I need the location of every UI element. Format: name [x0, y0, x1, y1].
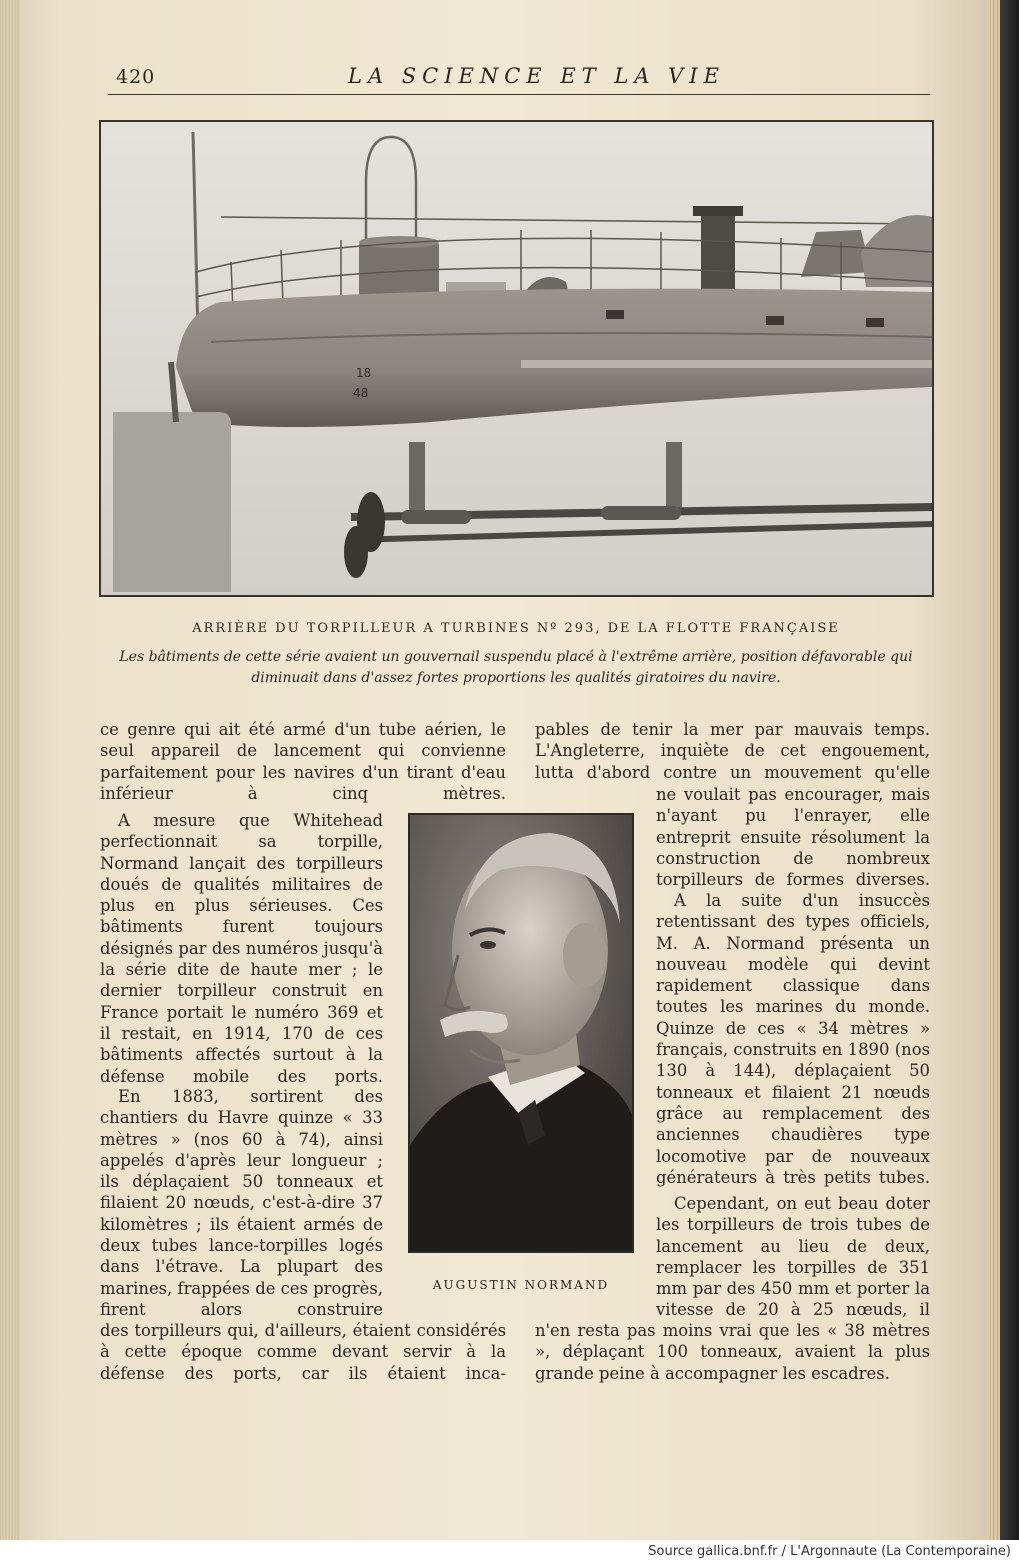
paragraph-left-bottom: des torpilleurs qui, d'ailleurs, étaient considérés à cette époque comme devant servir à la défense des ports, car ils étaient inca-	[100, 1321, 506, 1383]
paragraph-right-bottom: n'en resta pas moins vrai que les « 38 mètres », déplaçant 100 tonneaux, avaient la plus grande peine à accompagner les escadres.	[535, 1321, 930, 1383]
page-stack-edge	[0, 0, 20, 1540]
ship-illustration	[101, 122, 932, 595]
torpedo-boat-stern-photo	[99, 120, 934, 597]
paragraph-right-wide: pables de tenir la mer par mauvais temps. L'Angleterre, inquiète de cet engouement, lutta d'abord contre un mouvement qu'elle	[535, 720, 930, 782]
portrait-caption: AUGUSTIN NORMAND	[432, 1278, 610, 1292]
paragraph-insucces: A la suite d'un insuccès retentissant des types officiels, M. A. Normand présenta un nouveau modèle qui devint rapidement classique dans toutes les marines du monde. Quinze de ces « 34 mètres » français, construits en 1890 (nos 130 à 144), déplaçaient 50 tonneaux et filaient 21 nœuds grâce au remplacement des anciennes chaudières type locomotive par de nouveaux générateurs à très petits tubes.	[656, 891, 930, 1187]
source-credit: Source gallica.bnf.fr / L'Argonnaute (La Contemporaine)	[648, 1544, 1011, 1559]
paragraph-1883: En 1883, sortirent des chantiers du Havre quinze « 33 mètres » (nos 60 à 74), ainsi appelés d'après leur longueur ; ils déplaçaient 50 tonneaux et filaient 20 nœuds, c'est-à-dire 37 kilomètres ; ils étaient armés de deux tubes lance-torpilles logés dans l'étrave. La plupart des marines, frappées de ces progrès, firent alors construire	[100, 1087, 383, 1319]
source-bar	[0, 1540, 1019, 1566]
page-header	[108, 64, 930, 95]
hull-number-48: 48	[353, 386, 369, 400]
paragraph-whitehead: A mesure que Whitehead perfectionnait sa torpille, Normand lançait des torpilleurs doués de qualités militaires de plus en plus sérieuses. Ces bâtiments furent toujours désignés par des numéros jusqu'à la série dite de haute mer ; le dernier torpilleur construit en France portait le numéro 369 et il restait, en 1914, 170 de ces bâtiments affectés surtout à la défense mobile des ports.	[100, 811, 383, 1086]
paragraph-angleterre: ne voulait pas encourager, mais n'ayant pu l'enrayer, elle entreprit ensuite résolument la construction de nombreux torpilleurs de formes diverses.	[656, 785, 930, 890]
paragraph-cependant: Cependant, on eut beau doter les torpilleurs de trois tubes de lancement au lieu de deux, remplacer les torpilles de 351 mm par des 450 mm et porter la vitesse de 20 à 25 nœuds, il	[656, 1194, 930, 1320]
book-binding	[1000, 0, 1019, 1540]
hull-number-18: 18	[356, 366, 372, 380]
figure-caption-title: ARRIÈRE DU TORPILLEUR A TURBINES Nº 293, DE LA FLOTTE FRANÇAISE	[192, 621, 840, 636]
figure-caption-text: Les bâtiments de cette série avaient un gouvernail suspendu placé à l'extrême arrière, position défavorable qui diminuait dans d'assez fortes proportions les qualités giratoires du navire.	[119, 649, 913, 686]
running-title: LA SCIENCE ET LA VIE	[348, 64, 725, 88]
page-number: 420	[116, 66, 156, 88]
portrait-illustration	[410, 815, 632, 1251]
augustin-normand-portrait	[408, 813, 634, 1253]
paragraph-left-wide: ce genre qui ait été armé d'un tube aérien, le seul appareil de lancement qui convienne parfaitement pour les navires d'un tirant d'eau inférieur à cinq mètres.	[100, 720, 506, 803]
